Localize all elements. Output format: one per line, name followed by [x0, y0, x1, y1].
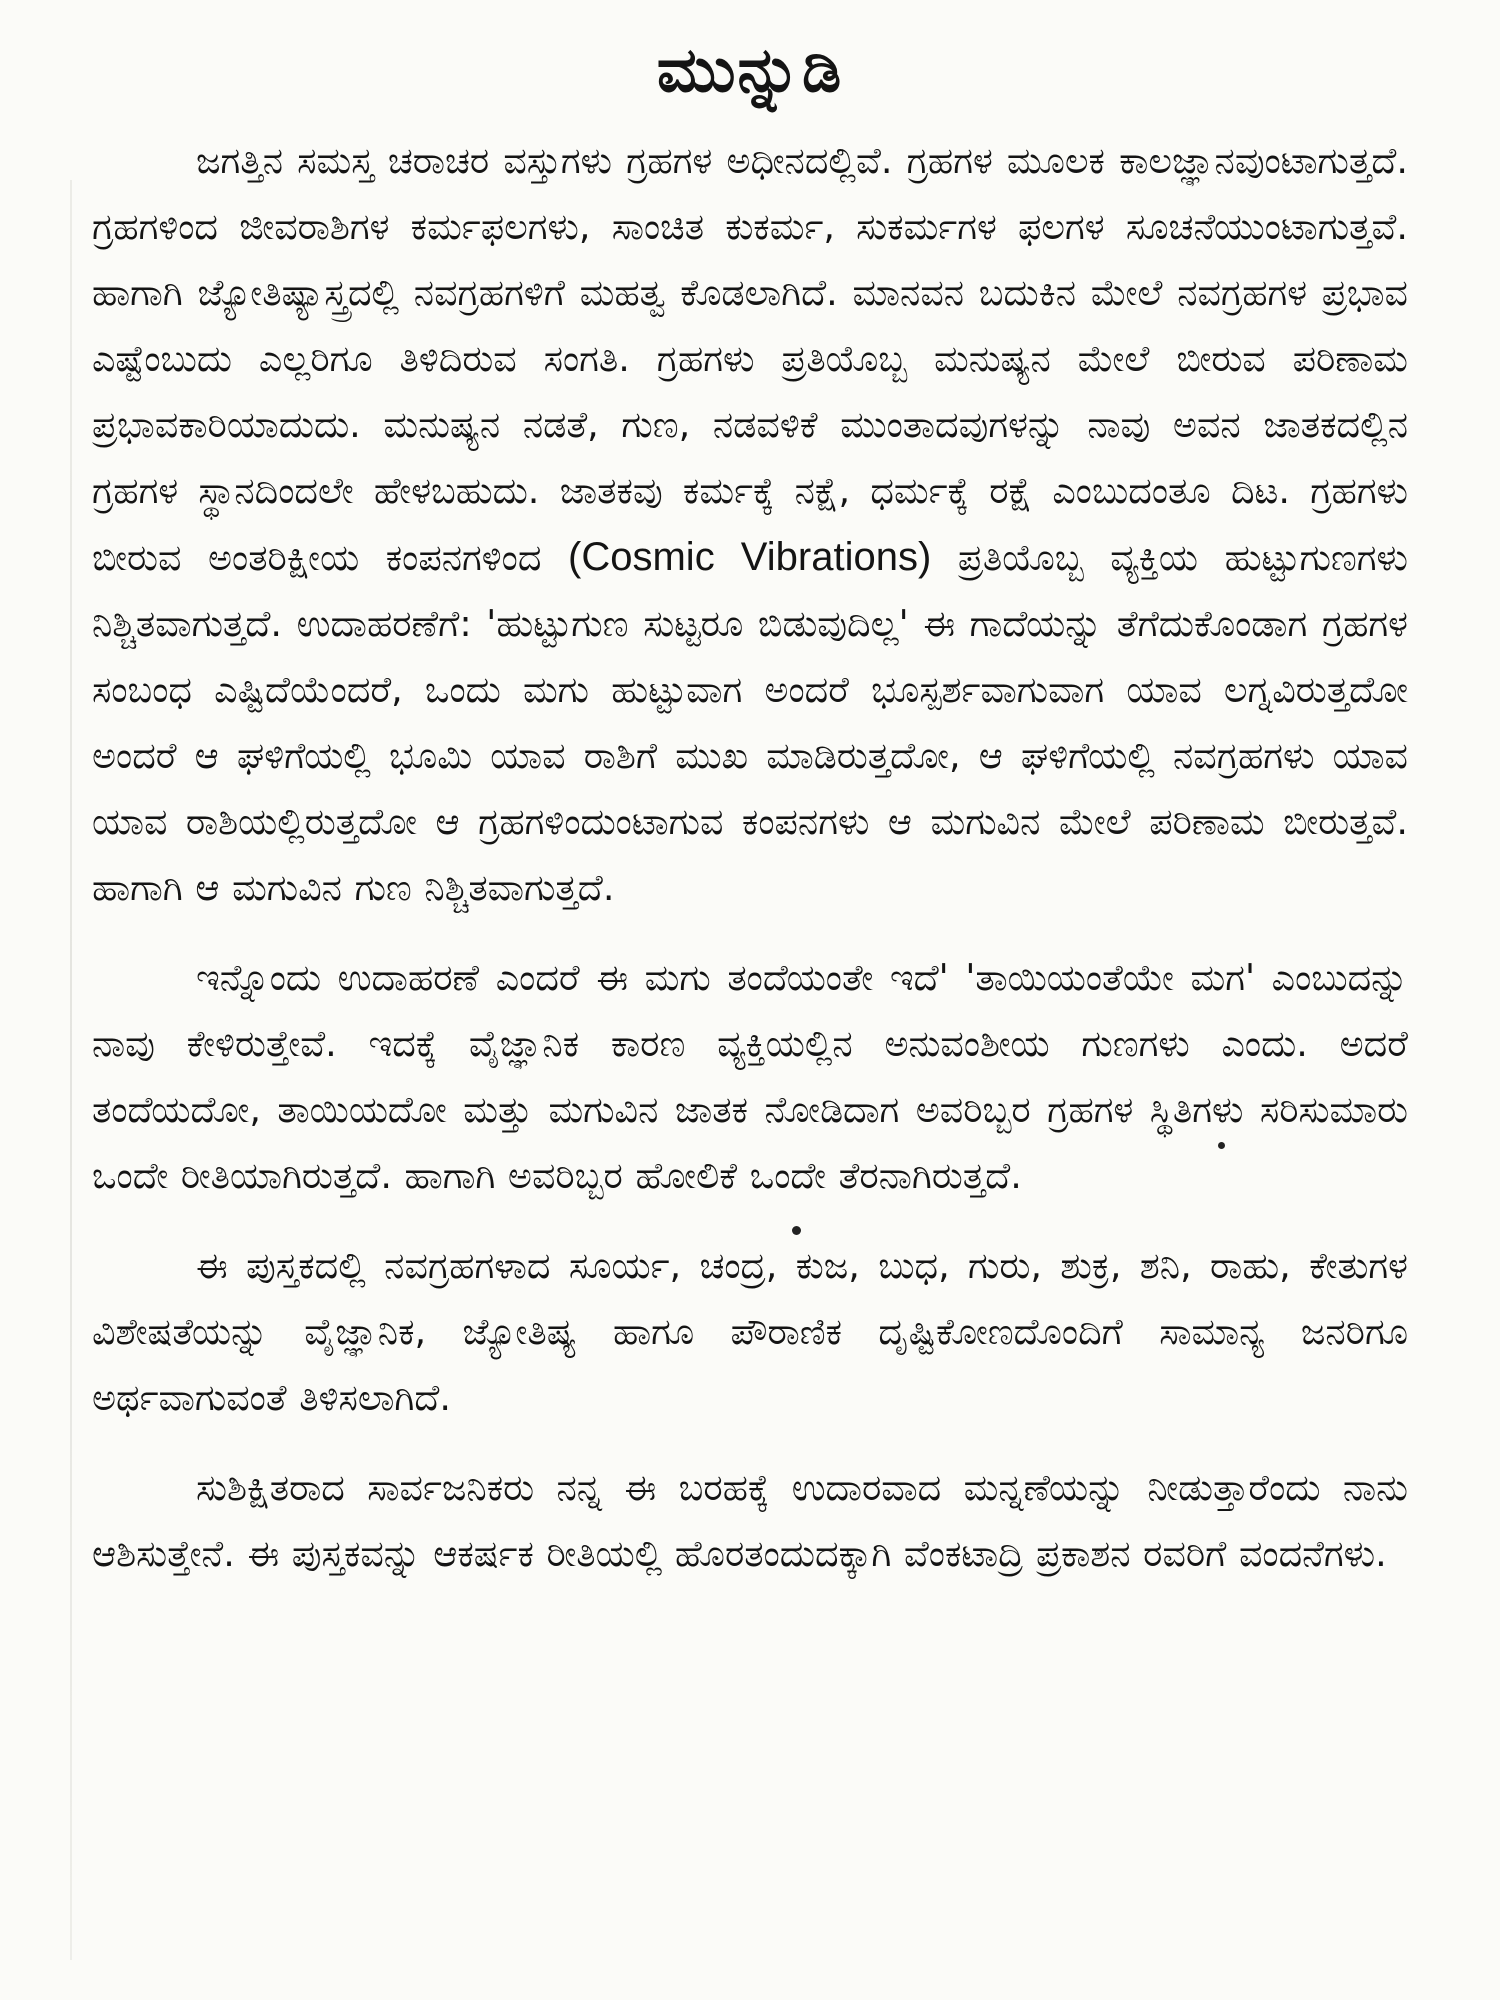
paragraph-1	[92, 128, 1408, 921]
paragraph-2: ಇನ್ನೊಂದು ಉದಾಹರಣೆ ಎಂದರೆ ಈ ಮಗು ತಂದೆಯಂತೇ ಇದೆ' 'ತಾಯಿಯಂತೆಯೇ ಮಗ' ಎಂಬುದನ್ನು ನಾವು ಕೇಳಿರುತ್ತೇವೆ. ಇದಕ್ಕೆ ವೈಜ್ಞಾನಿಕ ಕಾರಣ ವ್ಯಕ್ತಿಯಲ್ಲಿನ ಅನುವಂಶೀಯ ಗುಣಗಳು ಎಂದು. ಅದರೆ ತಂದೆಯದೋ, ತಾಯಿಯದೋ ಮತ್ತು ಮಗುವಿನ ಜಾತಕ ನೋಡಿದಾಗ ಅವರಿಬ್ಬರ ಗ್ರಹಗಳ ಸ್ಥಿತಿಗಳು ಸರಿಸುಮಾರು ಒಂದೇ ರೀತಿಯಾಗಿರುತ್ತದೆ. ಹಾಗಾಗಿ ಅವರಿಬ್ಬರ ಹೋಲಿಕೆ ಒಂದೇ ತೆರನಾಗಿರುತ್ತದೆ.	[92, 956, 1408, 1197]
paragraph-3: ಈ ಪುಸ್ತಕದಲ್ಲಿ ನವಗ್ರಹಗಳಾದ ಸೂರ್ಯ, ಚಂದ್ರ, ಕುಜ, ಬುಧ, ಗುರು, ಶುಕ್ರ, ಶನಿ, ರಾಹು, ಕೇತುಗಳ ವಿಶೇಷತೆಯನ್ನು ವೈಜ್ಞಾನಿಕ, ಜ್ಯೋತಿಷ್ಯ ಹಾಗೂ ಪೌರಾಣಿಕ ದೃಷ್ಟಿಕೋಣದೊಂದಿಗೆ ಸಾಮಾನ್ಯ ಜನರಿಗೂ ಅರ್ಥವಾಗುವಂತೆ ತಿಳಿಸಲಾಗಿದೆ.	[92, 1244, 1408, 1419]
page-title: ಮುನ್ನುಡಿ	[656, 33, 844, 106]
scan-edge-shadow	[70, 180, 72, 1960]
scan-speck-2	[792, 1226, 801, 1235]
scan-speck	[1218, 1142, 1225, 1149]
paragraph-4: ಸುಶಿಕ್ಷಿತರಾದ ಸಾರ್ವಜನಿಕರು ನನ್ನ ಈ ಬರಹಕ್ಕೆ ಉದಾರವಾದ ಮನ್ನಣೆಯನ್ನು ನೀಡುತ್ತಾರೆಂದು ನಾನು ಆಶಿಸುತ್ತೇನೆ. ಈ ಪುಸ್ತಕವನ್ನು ಆಕರ್ಷಕ ರೀತಿಯಲ್ಲಿ ಹೊರತಂದುದಕ್ಕಾಗಿ ವೆಂಕಟಾದ್ರಿ ಪ್ರಕಾಶನ ರವರಿಗೆ ವಂದನೆಗಳು.	[92, 1466, 1408, 1575]
paragraph-1-text: ಜಗತ್ತಿನ ಸಮಸ್ತ ಚರಾಚರ ವಸ್ತುಗಳು ಗ್ರಹಗಳ ಅಧೀನದಲ್ಲಿವೆ. ಗ್ರಹಗಳ ಮೂಲಕ ಕಾಲಜ್ಞಾನವುಂಟಾಗುತ್ತದೆ. ಗ್ರಹಗಳಿಂದ ಜೀವರಾಶಿಗಳ ಕರ್ಮಫಲಗಳು, ಸಾಂಚಿತ ಕುಕರ್ಮ, ಸುಕರ್ಮಗಳ ಫಲಗಳ ಸೂಚನೆಯುಂಟಾಗುತ್ತವೆ. ಹಾಗಾಗಿ ಜ್ಯೋತಿಷ್ಯಾಸ್ತ್ರದಲ್ಲಿ ನವಗ್ರಹಗಳಿಗೆ ಮಹತ್ವ ಕೊಡಲಾಗಿದೆ. ಮಾನವನ ಬದುಕಿನ ಮೇಲೆ ನವಗ್ರಹಗಳ ಪ್ರಭಾವ ಎಷ್ಟೆಂಬುದು ಎಲ್ಲರಿಗೂ ತಿಳಿದಿರುವ ಸಂಗತಿ. ಗ್ರಹಗಳು ಪ್ರತಿಯೊಬ್ಬ ಮನುಷ್ಯನ ಮೇಲೆ ಬೀರುವ ಪರಿಣಾಮ ಪ್ರಭಾವಕಾರಿಯಾದುದು. ಮನುಷ್ಯನ ನಡತೆ, ಗುಣ, ನಡವಳಿಕೆ ಮುಂತಾದವುಗಳನ್ನು ನಾವು ಅವನ ಜಾತಕದಲ್ಲಿನ ಗ್ರಹಗಳ ಸ್ಥಾನದಿಂದಲೇ ಹೇಳಬಹುದು. ಜಾತಕವು ಕರ್ಮಕ್ಕೆ ನಕ್ಷೆ, ಧರ್ಮಕ್ಕೆ ರಕ್ಷೆ ಎಂಬುದಂತೂ ದಿಟ. ಗ್ರಹಗಳು ಬೀರುವ ಅಂತರಿಕ್ಷೀಯ ಕಂಪನಗಳಿಂದ	[92, 139, 1408, 579]
paragraph-1-latin-term: (Cosmic Vibrations)	[568, 535, 932, 579]
paragraph-1-tail: ಪ್ರತಿಯೊಬ್ಬ ವ್ಯಕ್ತಿಯ ಹುಟ್ಟುಗುಣಗಳು ನಿಶ್ಚಿತವಾಗುತ್ತದೆ. ಉದಾಹರಣೆಗೆ: 'ಹುಟ್ಟುಗುಣ ಸುಟ್ಟರೂ ಬಿಡುವುದಿಲ್ಲ' ಈ ಗಾದೆಯನ್ನು ತೆಗೆದುಕೊಂಡಾಗ ಗ್ರಹಗಳ ಸಂಬಂಧ ಎಷ್ಟಿದೆಯೆಂದರೆ, ಒಂದು ಮಗು ಹುಟ್ಟುವಾಗ ಅಂದರೆ ಭೂಸ್ಪರ್ಶವಾಗುವಾಗ ಯಾವ ಲಗ್ನವಿರುತ್ತದೋ ಅಂದರೆ ಆ ಘಳಿಗೆಯಲ್ಲಿ ಭೂಮಿ ಯಾವ ರಾಶಿಗೆ ಮುಖ ಮಾಡಿರುತ್ತದೋ, ಆ ಘಳಿಗೆಯಲ್ಲಿ ನವಗ್ರಹಗಳು ಯಾವ ಯಾವ ರಾಶಿಯಲ್ಲಿರುತ್ತದೋ ಆ ಗ್ರಹಗಳಿಂದುಂಟಾಗುವ ಕಂಪನಗಳು ಆ ಮಗುವಿನ ಮೇಲೆ ಪರಿಣಾಮ ಬೀರುತ್ತವೆ. ಹಾಗಾಗಿ ಆ ಮಗುವಿನ ಗುಣ ನಿಶ್ಚಿತವಾಗುತ್ತದೆ.	[92, 536, 1408, 909]
